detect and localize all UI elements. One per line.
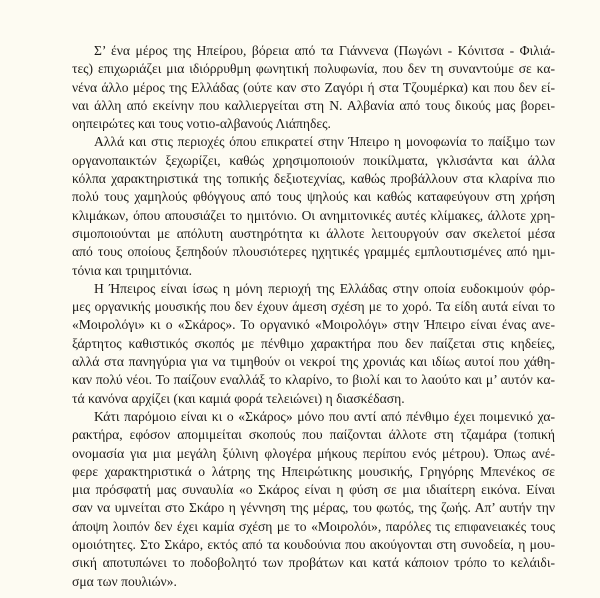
text-line: τες) επιχωριάζει μια ιδιόρρυθμη φωνητική πολυφωνία, που δεν τη συναντούμε σε κα- bbox=[72, 61, 555, 77]
text-line: μια πρόσφατή μας συναυλία «ο Σκάρος είναι η φύση σε μια ιδιαίτερη εικόνα. Είναι bbox=[72, 482, 555, 498]
text-line: σμα των πουλιών». bbox=[72, 573, 177, 589]
text-line: τά κανόνα αρχίζει (και καμιά φορά τελειώνει) η διασκέδαση. bbox=[72, 390, 405, 406]
paragraph bbox=[52, 280, 555, 408]
text-line: καν πολύ νέοι. Το παίζουν εναλλάξ το κλαρίνο, το βιολί και το λαούτο και μ’ αυτόν κα- bbox=[72, 372, 555, 388]
text-line: μες οργανικής μουσικής που δεν έχουν άμεση σχέση με το χορό. Τα είδη αυτά είναι το bbox=[72, 299, 555, 315]
paragraph bbox=[52, 133, 555, 279]
text-line: κόλπα χαρακτηριστικά της τοπικής δεξιοτεχνίας, καθώς προβάλλουν στα κλαρίνα πιο bbox=[72, 171, 555, 187]
text-line: Κάτι παρόμοιο είναι κι ο «Σκάρος» μόνο που αντί από πένθιμο έχει ποιμενικό χα- bbox=[94, 408, 555, 424]
body-text bbox=[52, 42, 555, 591]
text-line: οηπειρώτες και τους νοτιο-αλβανούς Λιάπηδες. bbox=[72, 116, 331, 132]
text-line: κλιμάκων, όπου απουσιάζει το ημιτόνιο. Οι ανημιτονικές αυτές κλίμακες, άλλοτε χρη- bbox=[72, 207, 555, 223]
text-line: πολύ τους χαμηλούς φθόγγους από τους ψηλούς και καθώς καταφεύγουν στη χρήση bbox=[72, 189, 555, 205]
paragraph bbox=[52, 408, 555, 591]
text-line: Αλλά και στις περιοχές όπου επικρατεί στην Ήπειρο η μονοφωνία το παίξιμο των bbox=[94, 134, 555, 150]
text-line: ναι άλλη από εκείνην που καλλιεργείται στη Ν. Αλβανία από τους δικούς μας βορει- bbox=[72, 97, 555, 113]
text-line: τόνια και τριημιτόνια. bbox=[72, 262, 193, 278]
text-line: σική αποτυπώνει το ποδοβολητό των προβάτων και κατά κάποιον τρόπο το κελάιδι- bbox=[72, 555, 555, 571]
text-line: οργανοπαικτών ξεχωρίζει, καθώς χρησιμοποιούν ποικίλματα, γκλισάντα και άλλα bbox=[72, 152, 555, 168]
text-line: σιμοποιούνται με απόλυτη αυστηρότητα κι άλλοτε λειτουργούν σαν σκελετοί μέσα bbox=[72, 225, 555, 241]
text-line: αλλά στα πανηγύρια για να τιμηθούν οι νεκροί της χρονιάς και ιδίως αυτοί που χάθη- bbox=[72, 354, 555, 370]
text-line: φερε χαρακτηριστικά ο λάτρης της Ηπειρώτικης μουσικής, Γρηγόρης Μπενέκος σε bbox=[72, 463, 555, 479]
text-line: Σ’ ένα μέρος της Ηπείρου, βόρεια από τα Γιάννενα (Πωγώνι - Κόνιτσα - Φιλιά- bbox=[94, 43, 555, 58]
text-line: ξάρτητος καθιστικός σκοπός με πένθιμο χαρακτήρα που δεν παίζεται στις κηδείες, bbox=[72, 335, 555, 351]
text-line: από τους οποίους ξεπηδούν πλουσιότερες ηχητικές γραμμές εμπλουτισμένες από ημι- bbox=[72, 244, 555, 260]
text-line: νένα άλλο μέρος της Ελλάδας (ούτε καν στο Ζαγόρι ή στα Τζουμέρκα) και που δεν εί- bbox=[72, 79, 555, 95]
text-line: ρακτήρα, εφόσον απομιμείται σκοπούς που παίζονται άλλοτε στη τζαμάρα (τοπική bbox=[72, 427, 555, 443]
text-line: ονομασία για μια μεγάλη ξύλινη φλογέρα μήκους περίπου ενός μέτρου). Όπως ανέ- bbox=[72, 445, 555, 461]
paragraph bbox=[52, 42, 555, 133]
text-line: ομοιότητες. Στο Σκάρο, εκτός από τα κουδούνια που ακούγονται στη συνοδεία, η μου- bbox=[72, 537, 555, 553]
text-line: άποψη λοιπόν δεν έχει καμία σχέση με το «Μοιρολόι», παρόλες τις επιφανειακές τους bbox=[72, 518, 555, 534]
text-line: σαν να υμνείται στο Σκάρο η γέννηση της μέρας, του φωτός, της ζωής. Απ’ αυτήν την bbox=[72, 500, 555, 516]
text-line: «Μοιρολόγι» κι ο «Σκάρος». Το οργανικό «Μοιρολόγι» στην Ήπειρο είναι ένας ανε- bbox=[72, 317, 555, 333]
text-line: Η Ήπειρος είναι ίσως η μόνη περιοχή της Ελλάδας στην οποία ευδοκιμούν φόρ- bbox=[94, 280, 555, 296]
